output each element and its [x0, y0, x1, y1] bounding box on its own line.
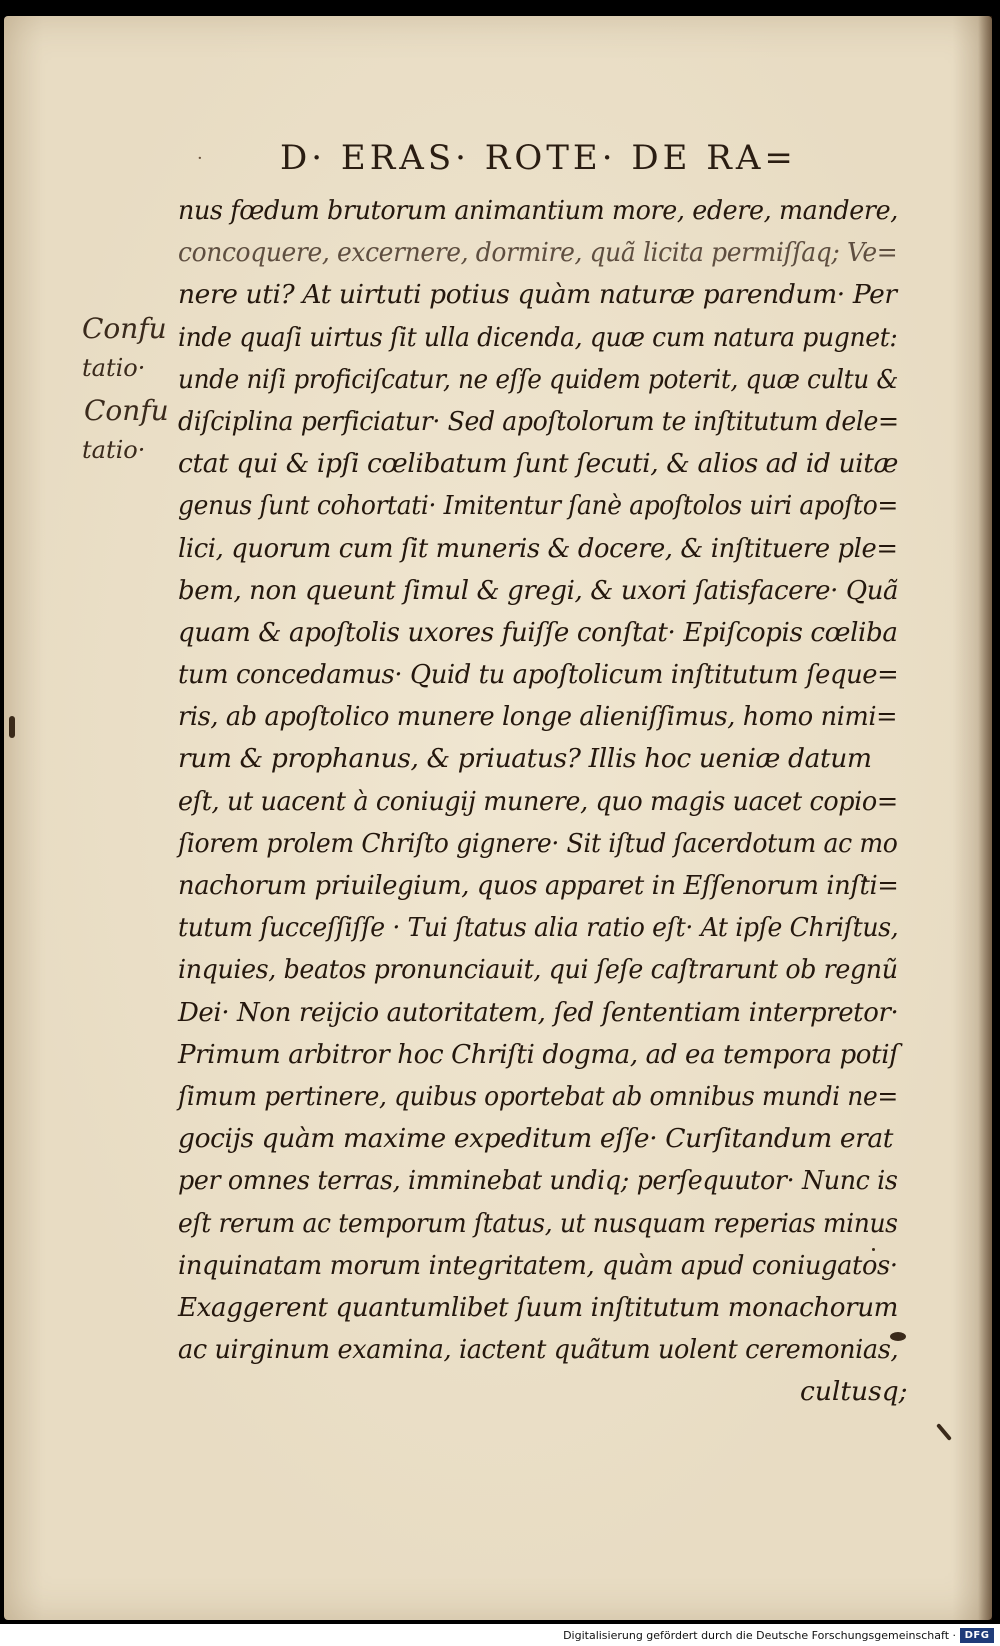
catchword: cultusq;	[800, 1376, 908, 1407]
marginal-note: tatio·	[82, 354, 146, 382]
text-line: quam & apoſtolis uxores fuiſſe conſtat· Epiſcopis cœliba	[178, 616, 898, 648]
page-edge-shadow	[978, 16, 992, 1620]
ink-spot	[936, 1423, 952, 1441]
text-line: nere uti? At uirtuti potius quàm naturæ parendum· Per	[178, 279, 897, 311]
text-line: tum concedamus· Quid tu apoſtolicum inſtitutum ſeque=	[178, 659, 899, 691]
text-line: gocijs quàm maxime expeditum eſſe· Curſitandum erat	[178, 1123, 894, 1155]
text-line: unde niſi proficiſcatur, ne eſſe quidem poterit, quæ cultu &	[178, 363, 899, 395]
text-line: lici, quorum cum ſit muneris & docere, & inſtituere ple=	[178, 532, 898, 564]
text-line: concoquere, excernere, dormire, quã licita permiſſaq; Ve=	[178, 237, 898, 269]
marginal-note: Confu	[82, 312, 167, 345]
dfg-logo: DFG	[960, 1628, 994, 1643]
text-line: nachorum priuilegium, quos apparet in Eſſenorum inſti=	[178, 870, 899, 901]
footer-bar	[0, 1624, 1000, 1646]
header-ornament: ·	[197, 148, 203, 169]
text-line: eſt, ut uacent à coniugij munere, quo magis uacet copio=	[178, 785, 898, 817]
text-line: bem, non queunt ſimul & gregi, & uxori ſatisfacere· Quã	[178, 574, 899, 606]
text-line: ris, ab apoſtolico munere longe alieniſſimus, homo nimi=	[178, 701, 898, 733]
marginal-note: tatio·	[82, 436, 146, 464]
text-line: Dei· Non reijcio autoritatem, ſed ſententiam interpretor·	[178, 996, 899, 1028]
text-line: tutum ſucceſſiſſe · Tui ſtatus alia ratio eſt· At ipſe Chriſtus,	[178, 912, 899, 944]
text-line: ſiorem prolem Chriſto gignere· Sit iſtud ſacerdotum ac mo	[178, 827, 898, 859]
body-text	[178, 190, 898, 1371]
text-line: inquinatam morum integritatem, quàm apud coniugatos·	[178, 1249, 898, 1281]
text-line: ſimum pertinere, quibus oportebat ab omnibus mundi ne=	[178, 1080, 898, 1112]
funding-credit: Digitalisierung gefördert durch die Deutsche Forschungsgemeinschaft ·	[563, 1629, 956, 1642]
text-line: Primum arbitror hoc Chriſti dogma, ad ea tempora potiſ	[178, 1038, 899, 1070]
text-line: nus fœdum brutorum animantium more, edere, mandere,	[178, 195, 898, 226]
text-line: inde quaſi uirtus ſit ulla dicenda, quæ cum natura pugnet:	[178, 321, 898, 353]
text-line: inquies, beatos pronunciauit, qui ſeſe caſtrarunt ob regnũ	[178, 954, 898, 986]
text-line: rum & prophanus, & priuatus? Illis hoc ueniæ datum	[178, 743, 872, 775]
text-line: per omnes terras, imminebat undiq; perſequutor· Nunc is	[178, 1165, 898, 1197]
text-line: ac uirginum examina, iactent quãtum uolent ceremonias,	[178, 1334, 899, 1366]
marginal-note: Confu	[84, 394, 169, 427]
text-line: eſt rerum ac temporum ſtatus, ut nusquam reperias minus	[178, 1207, 898, 1239]
text-line: ctat qui & ipſi cœlibatum ſunt ſecuti, & alios ad id uitæ	[178, 448, 898, 480]
running-title: D· ERAS· ROTE· DE RA=	[280, 138, 797, 178]
ink-spot	[9, 716, 15, 738]
text-line: diſciplina perficiatur· Sed apoſtolorum te inſtitutum dele=	[178, 405, 899, 437]
text-line: genus ſunt cohortati· Imitentur ſanè apoſtolos uiri apoſto=	[178, 490, 898, 522]
text-line: Exaggerent quantumlibet ſuum inſtitutum monachorum	[178, 1291, 899, 1323]
